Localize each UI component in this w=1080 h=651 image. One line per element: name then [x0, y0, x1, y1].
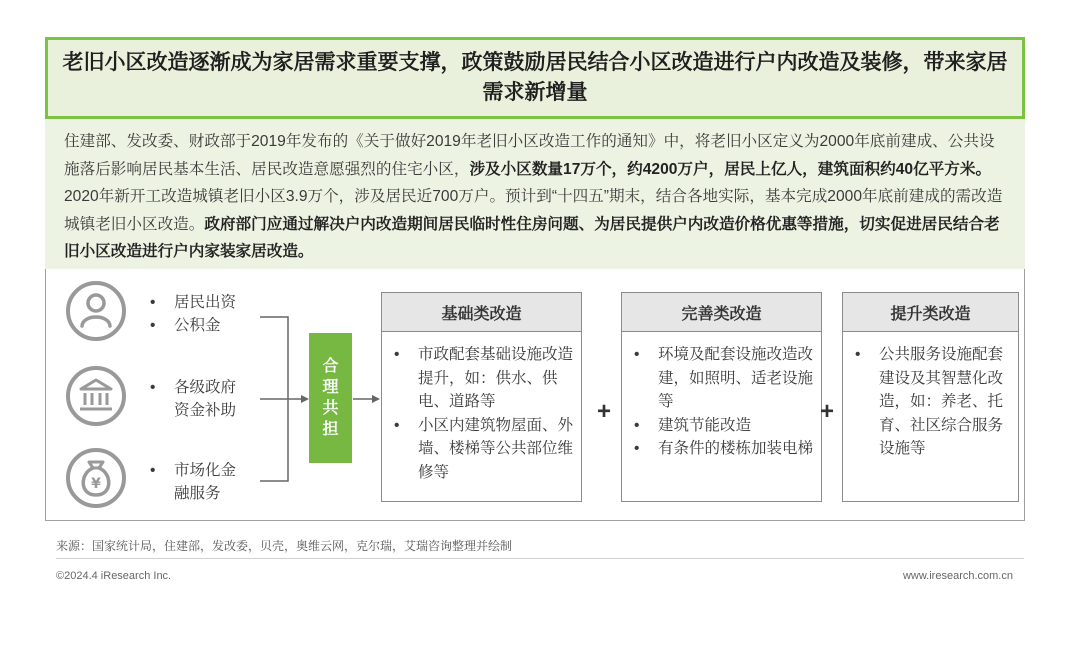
funding-item: 公积金 [174, 317, 221, 334]
intro-bold-2: 政府部门应通过解决户内改造期间居民临时性住房问题、为居民提供户内改造价格优惠等措施，切实促进居民结合老旧小区改造进行户内家装家居改造。 [64, 215, 1000, 260]
funding-item: 市场化金 [174, 462, 237, 479]
column-item: 有条件的楼栋加装电梯 [658, 440, 814, 457]
intro-paragraph [45, 119, 1025, 269]
upgrade-renovation-column: 提升类改造 • 公共服务设施配套建设及其智慧化改造，如：养老、托育、社区综合服务设施等 [842, 292, 1019, 502]
shared-responsibility-label: 合 理 共 担 [309, 333, 352, 463]
funding-item: 居民出资 [174, 294, 237, 311]
column-item: 公共服务设施配套建设及其智慧化改造，如：养老、托育、社区综合服务设施等 [879, 346, 1004, 457]
column-title: 基础类改造 [382, 293, 581, 332]
government-building-icon [65, 365, 127, 427]
government-funding-list [150, 376, 236, 422]
bullet-dot: • [150, 317, 156, 334]
title-box [45, 37, 1025, 119]
copyright: ©2024.4 iResearch Inc. [56, 570, 172, 582]
basic-renovation-column: 基础类改造 • 市政配套基础设施改造提升，如：供水、供电、道路等 • 小区内建筑物屋面、外墙、楼梯等公共部位维修等 [381, 292, 582, 502]
plus-sign: + [820, 398, 835, 425]
improvement-renovation-column: 完善类改造 • 环境及配套设施改造改建，如照明、适老设施等 • 建筑节能改造 • 有条件的楼栋加装电梯 [621, 292, 822, 502]
website-link[interactable]: www.iresearch.com.cn [902, 570, 1013, 582]
column-title: 提升类改造 [843, 293, 1018, 332]
column-item: 环境及配套设施改造改建，如照明、适老设施等 [658, 346, 814, 410]
intro-text-2: 2020年新开工改造城镇老旧小区3.9万个，涉及居民近700万户。预计到“十四五”期末，结合各地实际，基本完成2000年底前建成的需改造城镇老旧小区改造。 [64, 188, 1003, 233]
footer-divider [56, 558, 1024, 559]
column-item: 市政配套基础设施改造提升，如：供水、供电、道路等 [418, 346, 574, 410]
money-bag-icon [65, 447, 127, 509]
intro-bold-1: 涉及小区数量17万个，约4200万户，居民上亿人，建筑面积约40亿平方米。 [469, 160, 992, 178]
resident-funding-list [150, 291, 236, 337]
bullet-dot: • [150, 462, 156, 479]
column-item: 小区内建筑物屋面、外墙、楼梯等公共部位维修等 [418, 416, 574, 481]
source-note: 来源：国家统计局，住建部，发改委，贝壳，奥维云网，克尔瑞，艾瑞咨询整理并绘制 [56, 539, 513, 553]
page-title: 老旧小区改造逐渐成为家居需求重要支撑，政策鼓励居民结合小区改造进行户内改造及装修，带来家居需求新增量 [62, 51, 1008, 104]
funding-item: 资金补助 [174, 402, 237, 419]
bullet-dot: • [150, 294, 156, 311]
plus-sign: + [597, 398, 612, 425]
person-icon [65, 280, 127, 342]
funding-item: 各级政府 [174, 379, 237, 396]
svg-text:¥: ¥ [91, 476, 101, 492]
funding-item: 融服务 [174, 485, 221, 502]
intro-text-1: 住建部、发改委、财政部于2019年发布的《关于做好2019年老旧小区改造工作的通知》中，将老旧小区定义为2000年底前建成、公共设施落后影响居民基本生活、居民改造意愿强烈的住宅小区， [64, 133, 995, 178]
column-item: 建筑节能改造 [658, 416, 752, 434]
column-title: 完善类改造 [622, 293, 821, 332]
market-funding-list [150, 459, 236, 505]
bullet-dot: • [150, 379, 156, 396]
